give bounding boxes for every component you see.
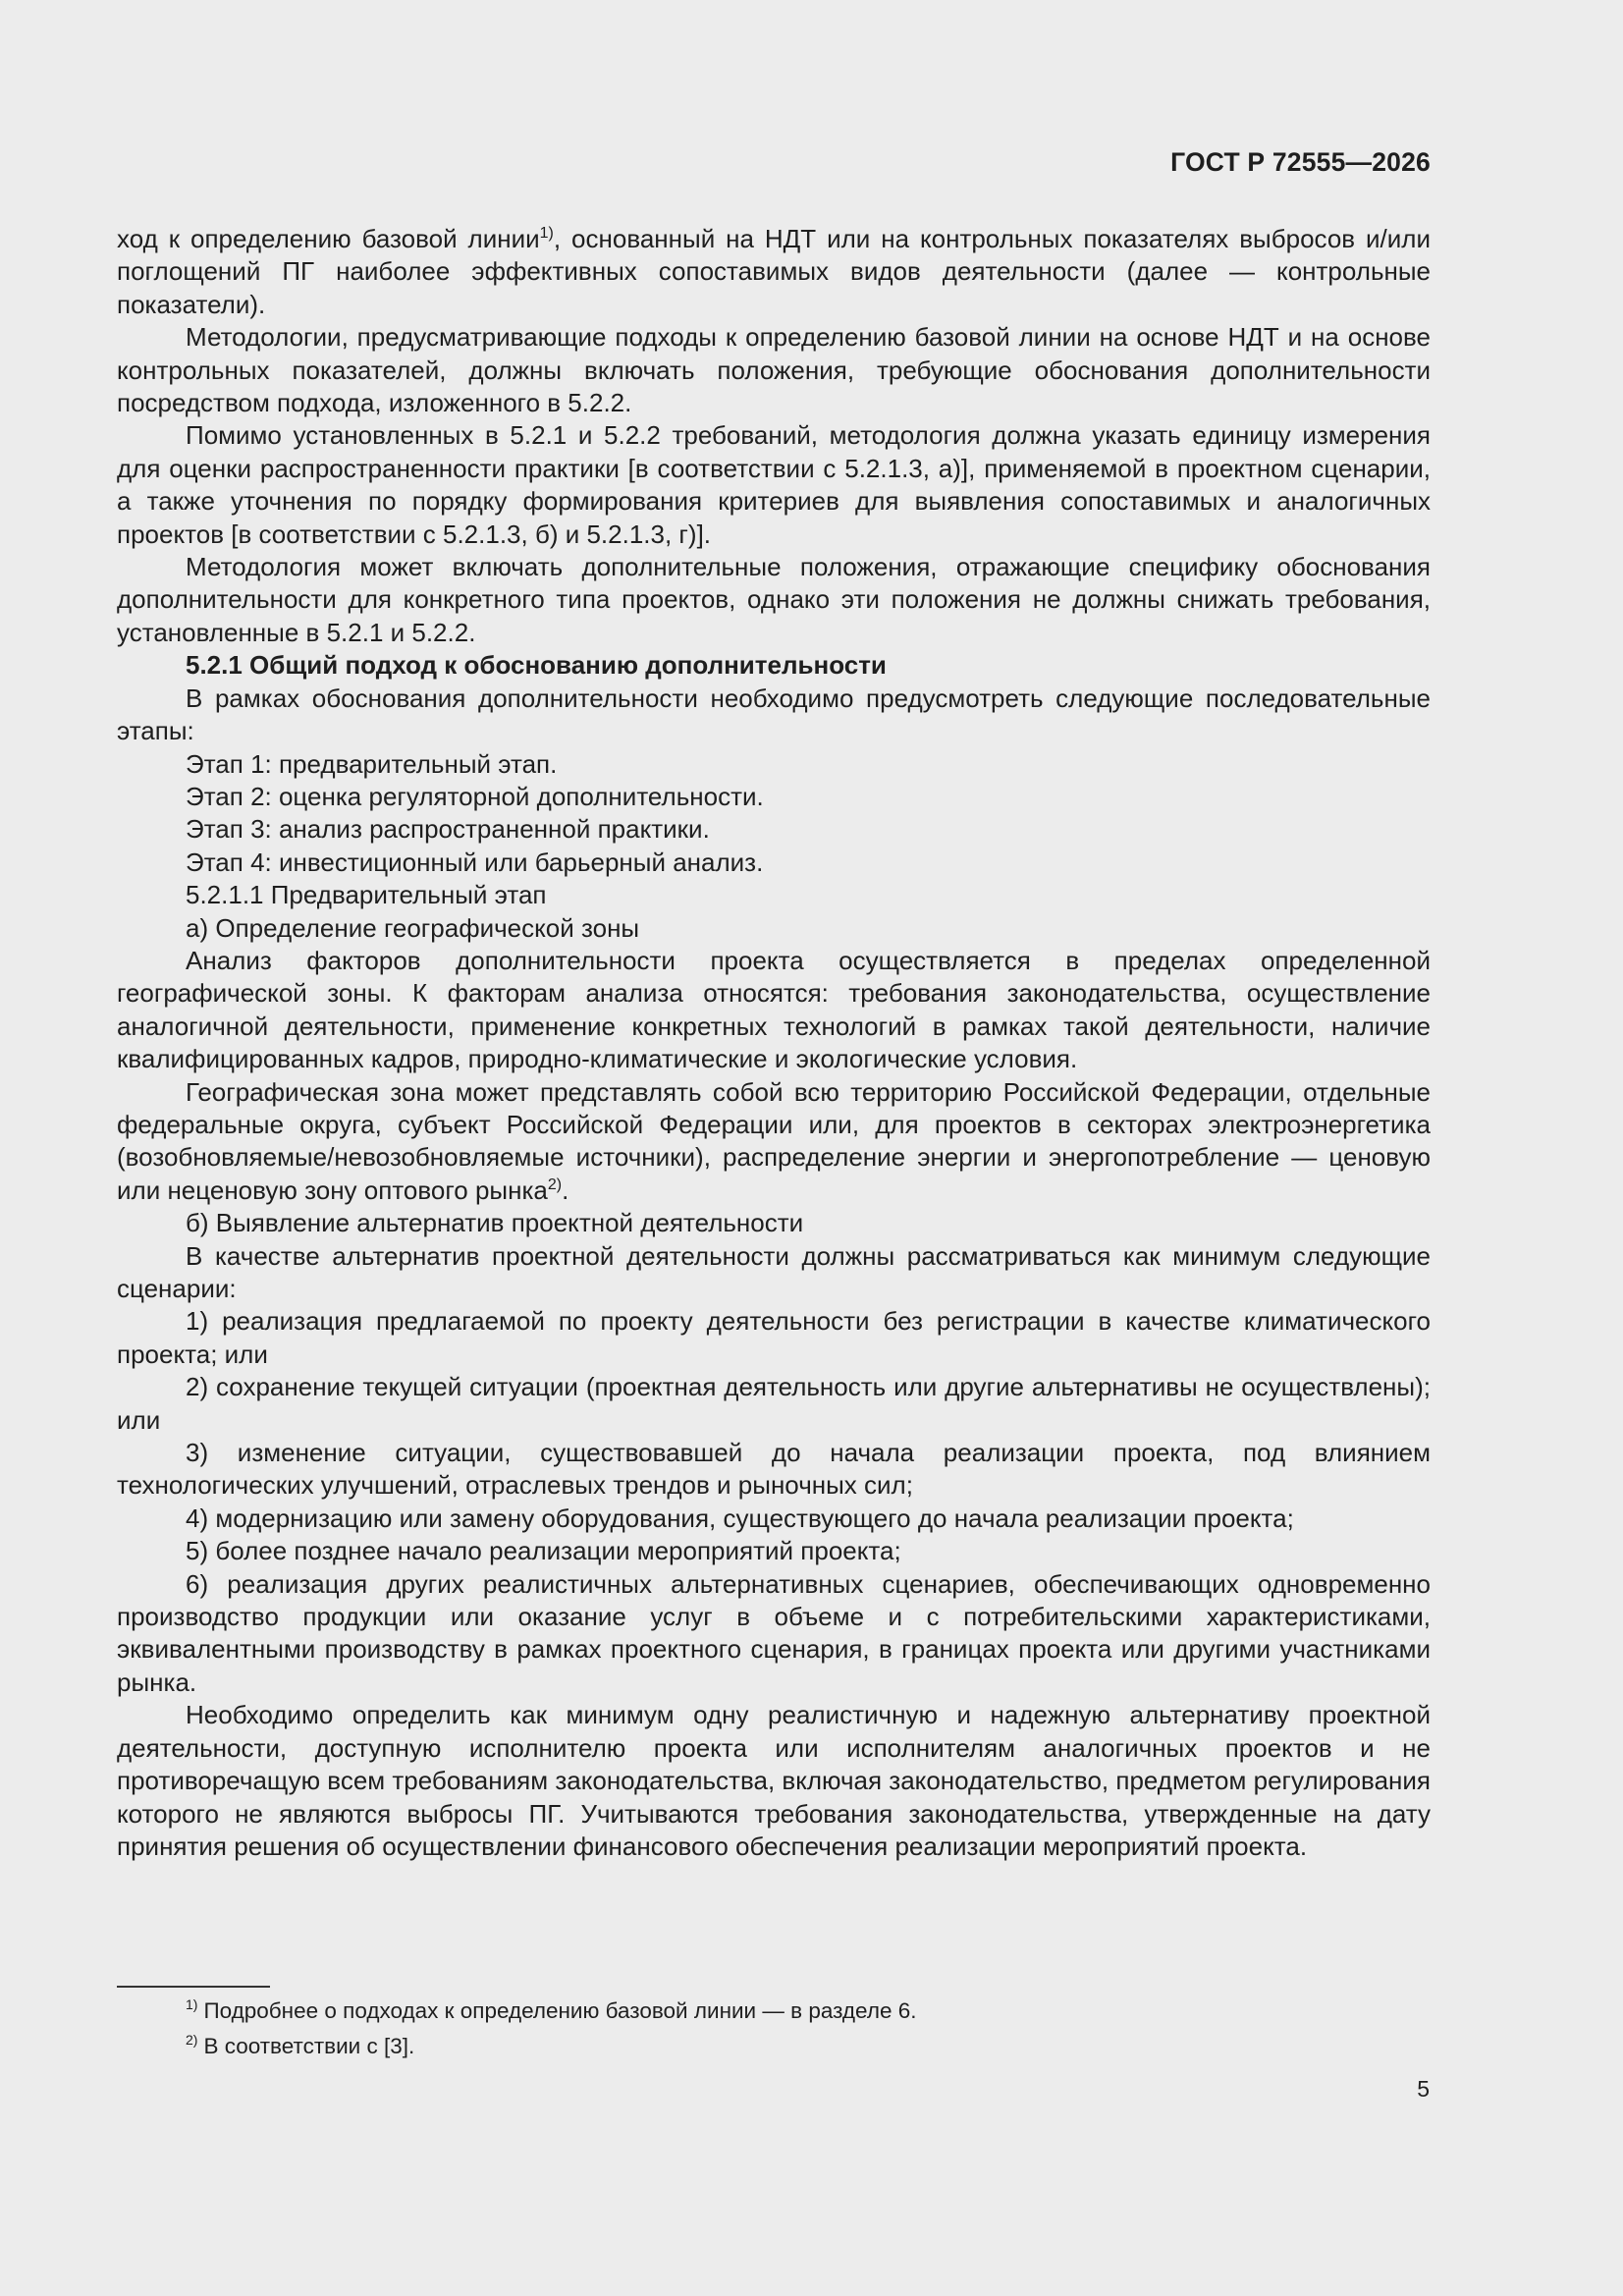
- footnote-mark: 1): [186, 1996, 198, 2012]
- list-item: 1) реализация предлагаемой по проекту деятельности без регистрации в качестве климатического проекта; или: [117, 1306, 1431, 1369]
- paragraph: Методология может включать дополнительные положения, отражающие специфику обоснования дополнительности для конкретного типа проектов, однако эти положения не должны снижать требования, установленные в 5.2.1 и 5.2.2.: [117, 552, 1431, 647]
- paragraph-text: , основанный на НДТ или на контрольных показателях выбросов и/или поглощений ПГ наиболее эффективных сопоставимых видов деятельности (далее — контрольные показатели).: [117, 224, 1431, 319]
- paragraph-text: ход к определению базовой линии: [117, 224, 540, 253]
- stage-item: Этап 1: предварительный этап.: [186, 748, 558, 779]
- paragraph: [117, 223, 1431, 321]
- footnote: [186, 1996, 1364, 2026]
- document-header: ГОСТ Р 72555—2026: [1170, 147, 1431, 177]
- subsection-heading: 5.2.1.1 Предварительный этап: [186, 880, 547, 910]
- paragraph-text: .: [562, 1175, 569, 1205]
- footnote-separator: [117, 1986, 270, 1988]
- list-heading: б) Выявление альтернатив проектной деятельности: [186, 1208, 804, 1238]
- paragraph: [117, 1076, 1431, 1208]
- paragraph: Методологии, предусматривающие подходы к определению базовой линии на основе НДТ и на основе контрольных показателей, должны включать положения, требующие обоснования дополнительности посредством подхода, изложенного в 5.2.2.: [117, 322, 1431, 418]
- section-heading: 5.2.1 Общий подход к обоснованию дополнительности: [186, 650, 887, 681]
- list-item: 3) изменение ситуации, существовавшей до начала реализации проекта, под влиянием технологических улучшений, отраслевых трендов и рыночных сил;: [117, 1438, 1431, 1501]
- page-number: 5: [1417, 2076, 1430, 2102]
- paragraph: Необходимо определить как минимум одну реалистичную и надежную альтернативу проектной деятельности, доступную исполнителю проекта или исполнителям аналогичных проектов и не противоречащую всем требованиям законодательства, включая законодательство, предметом регулирования которого не являются выбросы ПГ. Учитываются требования законодательства, утвержденные на дату принятия решения об осуществлении финансового обеспечения реализации мероприятий проекта.: [117, 1700, 1431, 1861]
- paragraph: В качестве альтернатив проектной деятельности должны рассматриваться как минимум следующие сценарии:: [117, 1240, 1431, 1303]
- list-item: 2) сохранение текущей ситуации (проектная деятельность или другие альтернативы не осуществлены); или: [117, 1372, 1431, 1435]
- stage-item: Этап 4: инвестиционный или барьерный анализ.: [186, 847, 764, 877]
- list-item: 4) модернизацию или замену оборудования, существующего до начала реализации проекта;: [186, 1503, 1294, 1533]
- stage-item: Этап 3: анализ распространенной практики.: [186, 814, 710, 845]
- footnote: [186, 2032, 1364, 2061]
- paragraph: В рамках обоснования дополнительности необходимо предусмотреть следующие последовательные этапы:: [117, 683, 1431, 746]
- list-heading: а) Определение географической зоны: [186, 912, 640, 943]
- list-item: 5) более позднее начало реализации мероприятий проекта;: [186, 1536, 901, 1566]
- footnote-text: Подробнее о подходах к определению базовой линии — в разделе 6.: [203, 1998, 917, 2023]
- footnote-text: В соответствии с [3].: [203, 2034, 415, 2058]
- paragraph: Помимо установленных в 5.2.1 и 5.2.2 требований, методология должна указать единицу измерения для оценки распространенности практики [в соответствии с 5.2.1.3, а)], применяемой в проектном сценарии, а также уточнения по порядку формирования критериев для выявления сопоставимых и аналогичных проектов [в соответствии с 5.2.1.3, б) и 5.2.1.3, г)].: [117, 420, 1431, 549]
- footnote-ref: 1): [539, 225, 554, 242]
- stage-item: Этап 2: оценка регуляторной дополнительности.: [186, 781, 764, 811]
- document-body: [117, 223, 1431, 1863]
- paragraph: Анализ факторов дополнительности проекта осуществляется в пределах определенной географической зоны. К факторам анализа относятся: требования законодательства, осуществление аналогичной деятельности, применение конкретных технологий в рамках такой деятельности, наличие квалифицированных кадров, природно-климатические и экологические условия.: [117, 945, 1431, 1074]
- footnote-mark: 2): [186, 2032, 198, 2048]
- paragraph-text: Географическая зона может представлять собой всю территорию Российской Федерации, отдельные федеральные округа, субъект Российской Федерации или, для проектов в секторах электроэнергетика (возобновляемые/невозобновляемые источники), распределение энергии и энергопотребление — ценовую или неценовую зону оптового рынка: [117, 1076, 1431, 1205]
- footnotes: [186, 1996, 1364, 2067]
- footnote-ref: 2): [547, 1175, 563, 1193]
- list-item: 6) реализация других реалистичных альтернативных сценариев, обеспечивающих одновременно производство продукции или оказание услуг в объеме и с потребительскими характеристиками, эквивалентными производству в рамках проектного сценария, в границах проекта или другими участниками рынка.: [117, 1568, 1431, 1697]
